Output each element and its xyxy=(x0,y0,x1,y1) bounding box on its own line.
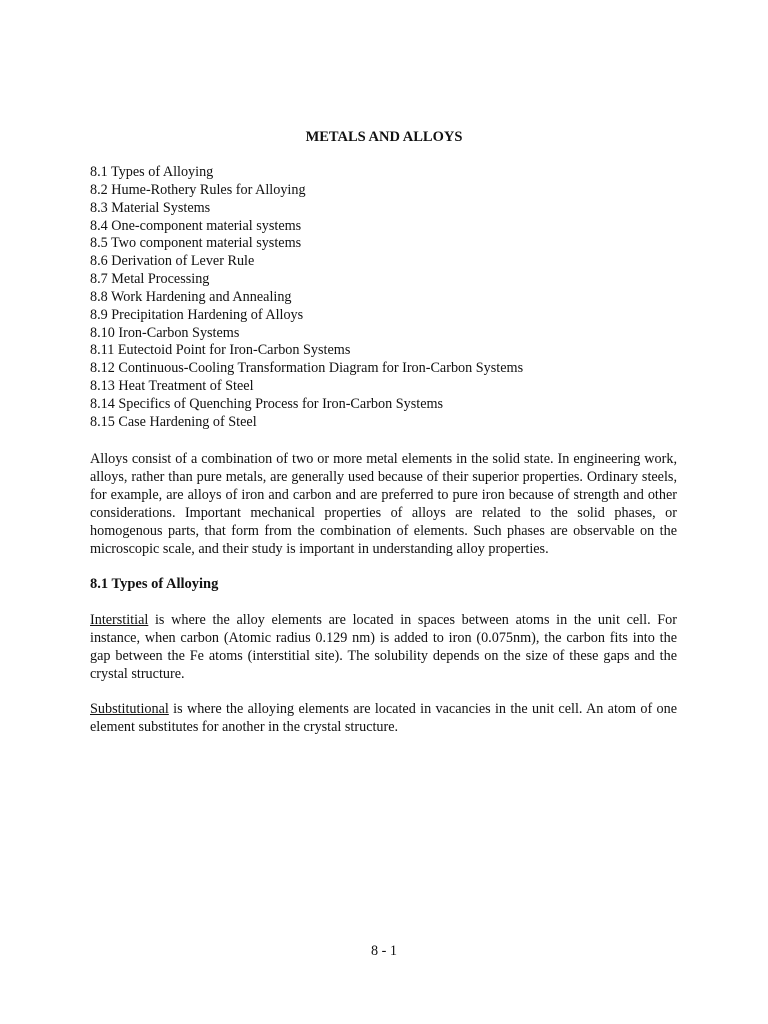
toc-item: 8.1 Types of Alloying xyxy=(90,164,214,180)
toc-item: 8.9 Precipitation Hardening of Alloys xyxy=(90,306,304,323)
document-title: METALS AND ALLOYS xyxy=(305,129,463,145)
substitutional-term: Substitutional xyxy=(90,701,169,717)
substitutional-paragraph xyxy=(90,700,677,736)
toc-item: 8.4 One-component material systems xyxy=(90,217,302,234)
page-number: 8 - 1 xyxy=(370,943,397,959)
toc-item: 8.8 Work Hardening and Annealing xyxy=(90,288,292,305)
toc-item: 8.7 Metal Processing xyxy=(90,271,210,288)
toc-item: 8.13 Heat Treatment of Steel xyxy=(90,378,254,395)
toc-item: 8.6 Derivation of Lever Rule xyxy=(90,253,255,270)
toc-item: 8.3 Material Systems xyxy=(90,199,211,216)
toc-item: 8.14 Specifics of Quenching Process for Iron-Carbon Systems xyxy=(90,395,444,412)
interstitial-text: is where the alloy elements are located in spaces between atoms in the unit cell. For instance, when carbon (Atomic radius 0.129 nm) is added to iron (0.075nm), the carbon fits into the gap between the Fe atoms (interstitial site). The solubility depends on the size of these gaps and the crystal structure. xyxy=(90,612,677,682)
toc-item: 8.5 Two component material systems xyxy=(90,235,302,252)
toc-item: 8.11 Eutectoid Point for Iron-Carbon Systems xyxy=(90,342,351,359)
interstitial-paragraph xyxy=(90,611,677,683)
toc-item: 8.12 Continuous-Cooling Transformation Diagram for Iron-Carbon Systems xyxy=(90,360,524,377)
toc-item: 8.10 Iron-Carbon Systems xyxy=(90,324,240,341)
toc-item: 8.2 Hume-Rothery Rules for Alloying xyxy=(90,181,306,198)
toc-item: 8.15 Case Hardening of Steel xyxy=(90,413,257,430)
section-heading: 8.1 Types of Alloying xyxy=(90,576,219,592)
substitutional-text: is where the alloying elements are located in vacancies in the unit cell. An atom of one element substitutes for another in the crystal structure. xyxy=(90,701,677,735)
table-of-contents xyxy=(90,164,690,432)
interstitial-term: Interstitial xyxy=(90,612,149,628)
intro-paragraph: Alloys consist of a combination of two or more metal elements in the solid state. In engineering work, alloys, rather than pure metals, are generally used because of their superior properties. Ordinary steels, for example, are alloys of iron and carbon and are preferred to pure iron because of strength and other considerations. Important mechanical properties of alloys are related to the solid phases, or homogenous parts, that form from the combination of elements. Such phases are observable on the microscopic scale, and their study is important in understanding alloy properties. xyxy=(90,451,677,557)
